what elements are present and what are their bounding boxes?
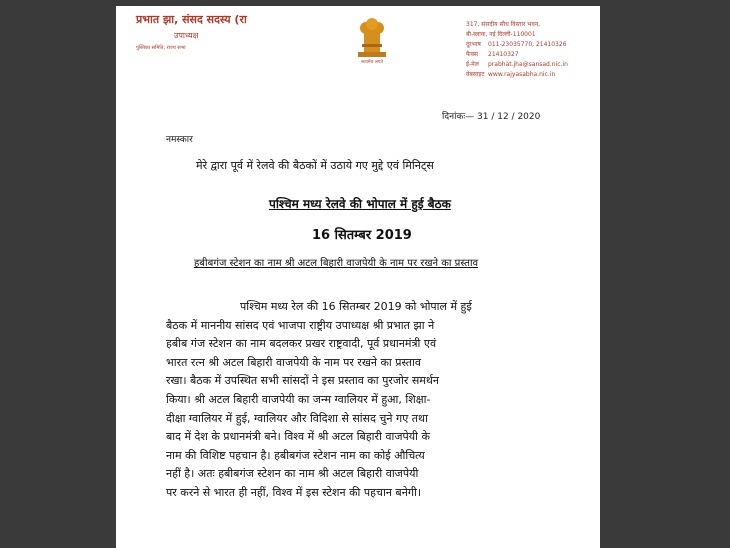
subject-line: हबीबगंज स्टेशन का नाम श्री अटल बिहारी वाजपेयी के नाम पर रखने का प्रस्ताव [194,258,479,269]
paragraph-line: बैठक में माननीय सांसद एवं भाजपा राष्ट्रीय उपाध्यक्ष श्री प्रभात झा ने [166,318,435,332]
letterhead-address [466,20,568,80]
greeting: नमस्कार [166,135,193,145]
contact-label: वेबसाइट [466,71,485,78]
paragraph-line: किया। श्री अटल बिहारी वाजपेयी का जन्म ग्वालियर में हुआ, शिक्षा- [166,392,431,406]
paragraph-line: नहीं है। अतः हबीबगंज स्टेशन का नाम श्री अटल बिहारी वाजपेयी [166,467,419,481]
paragraph-line: दीक्षा ग्वालियर में हुई, ग्वालियर और विदिशा से सांसद चुने गए तथा [166,411,428,425]
meeting-title: पश्चिम मध्य रेलवे की भोपाल में हुई बैठक [269,197,451,211]
address-line-1: 317, संसदीय सौध विस्तार भवन, [466,21,541,28]
contact-fax [466,50,568,60]
letter-page [116,6,600,548]
sender-committee: पुस्तिका समिति, राज्य सभा [136,45,186,51]
paragraph-line: पश्चिम मध्य रेल की 16 सितम्बर 2019 को भोपाल में हुई [240,300,472,313]
paragraph-line: भारत रत्न श्री अटल बिहारी वाजपेयी के नाम पर रखने का प्रस्ताव [166,355,422,369]
paragraph-line: नाम की विशिष्ट पहचान है। हबीबगंज स्टेशन नाम का कोई औचित्य [166,448,425,462]
contact-value: 011-23035770, 21410326 [488,41,567,48]
contact-label: फैक्स [466,51,478,58]
address-line-2: बी-ब्लाक, नई दिल्ली-110001 [466,31,536,38]
sender-designation: उपाध्यक्ष [174,31,199,40]
paragraph-line: पर करने से भारत ही नहीं, विश्व में इस स्टेशन की पहचान बनेगी। [166,485,422,499]
sender-name: प्रभात झा, संसद सदस्य (रा [136,13,247,26]
letter-date: दिनांकः— 31 / 12 / 2020 [442,112,541,122]
letterhead-sender [136,12,247,51]
emblem-caption: सत्यमेव जयते [360,60,384,64]
contact-value: www.rajyasabha.nic.in [488,71,556,78]
paragraph-line: हबीब गंज स्टेशन का नाम बदलकर प्रखर राष्ट्रवादी, पूर्व प्रधानमंत्री एवं [166,337,437,351]
paragraph-line: बाद में देश के प्रधानमंत्री बने। विश्व में श्री अटल बिहारी वाजपेयी के [166,430,430,444]
paragraph-line: रखा। बैठक में उपस्थित सभी सांसदों ने इस प्रस्ताव का पुरजोर समर्थन [166,374,440,388]
contact-value: prabhat.jha@sansad.nic.in [488,61,568,68]
contact-website [466,70,568,80]
body-paragraph [166,298,576,503]
contact-phone [466,40,568,50]
contact-label: ई-मेल [466,61,479,68]
meeting-date: 16 सितम्बर 2019 [312,228,412,243]
intro-line: मेरे द्वारा पूर्व में रेलवे की बैठकों में उठाये गए मुद्दे एवं मिनिट्स [196,159,434,172]
contact-value: 21410327 [488,51,519,58]
national-emblem-icon [350,12,394,64]
contact-email [466,60,568,70]
contact-label: दूरभाष [466,41,481,48]
